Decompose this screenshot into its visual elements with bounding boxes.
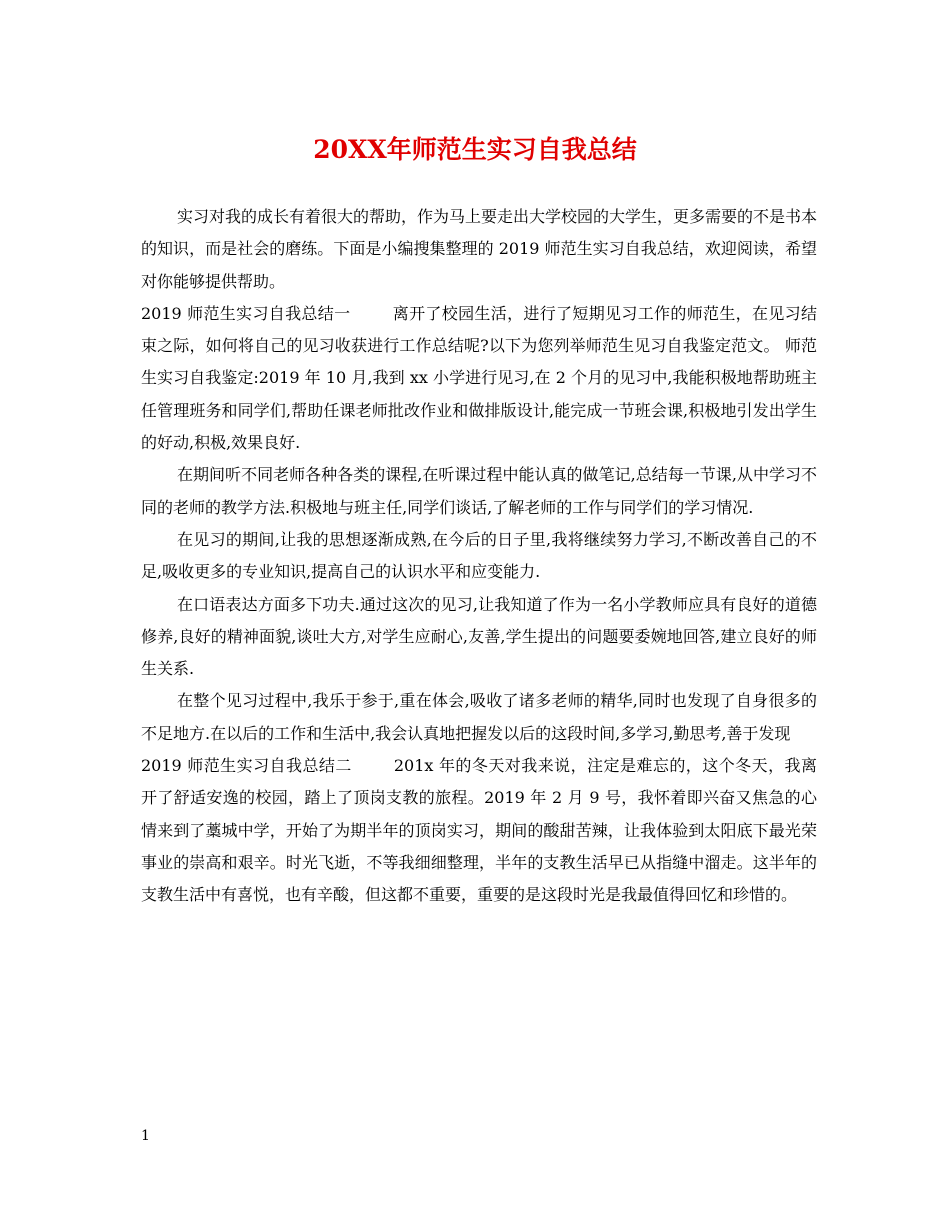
section-two-label: 2019 师范生实习自我总结二 bbox=[141, 756, 352, 776]
section-one-paragraph bbox=[141, 298, 817, 459]
body-paragraph: 在口语表达方面多下功夫.通过这次的见习,让我知道了作为一名小学教师应具有良好的道德修养,良好的精神面貌,谈吐大方,对学生应耐心,友善,学生提出的问题要委婉地回答,建立良好的师生关系. bbox=[141, 594, 817, 679]
section-one-text: 离开了校园生活，进行了短期见习工作的师范生，在见习结束之际，如何将自己的见习收获进行工作总结呢?以下为您列举师范生见习自我鉴定范文。 师范生实习自我鉴定:2019 年 10 月,我到 xx 小学进行见习,在 2 个月的见习中,我能积极地帮助班主任管理班务和同学们,帮助任课老师批改作业和做排版设计,能完成一节班会课,积极地引发出学生的好动,积极,效果良好. bbox=[141, 303, 817, 453]
section-two-paragraph bbox=[141, 750, 817, 911]
body-paragraph: 在整个见习过程中,我乐于参于,重在体会,吸收了诸多老师的精华,同时也发现了自身很多的不足地方.在以后的工作和生活中,我会认真地把握发以后的这段时间,多学习,勤思考,善于发现 bbox=[141, 691, 817, 743]
body-paragraph: 在见习的期间,让我的思想逐渐成熟,在今后的日子里,我将继续努力学习,不断改善自己的不足,吸收更多的专业知识,提高自己的认识水平和应变能力. bbox=[141, 529, 817, 582]
page-number: 1 bbox=[141, 1128, 150, 1144]
section-one-label: 2019 师范生实习自我总结一 bbox=[141, 303, 351, 323]
intro-paragraph: 实习对我的成长有着很大的帮助，作为马上要走出大学校园的大学生，更多需要的不是书本的知识，而是社会的磨练。下面是小编搜集整理的 2019 师范生实习自我总结，欢迎阅读，希望对你能够提供帮助。 bbox=[141, 207, 818, 291]
document-title: 20XX年师范生实习自我总结 bbox=[313, 135, 637, 164]
document-body bbox=[141, 201, 817, 912]
section-two-text: 201x 年的冬天对我来说，注定是难忘的，这个冬天，我离开了舒适安逸的校园，踏上了顶岗支教的旅程。2019 年 2 月 9 号，我怀着即兴奋又焦急的心情来到了藁城中学，开始了为期半年的顶岗实习，期间的酸甜苦辣，让我体验到太阳底下最光荣事业的崇高和艰辛。时光飞逝，不等我细细整理，半年的支教生活早已从指缝中溜走。这半年的支教生活中有喜悦，也有辛酸，但这都不重要，重要的是这段时光是我最值得回忆和珍惜的。 bbox=[141, 756, 817, 905]
body-paragraph: 在期间听不同老师各种各类的课程,在听课过程中能认真的做笔记,总结每一节课,从中学习不同的老师的教学方法.积极地与班主任,同学们谈话,了解老师的工作与同学们的学习情况. bbox=[141, 465, 817, 517]
